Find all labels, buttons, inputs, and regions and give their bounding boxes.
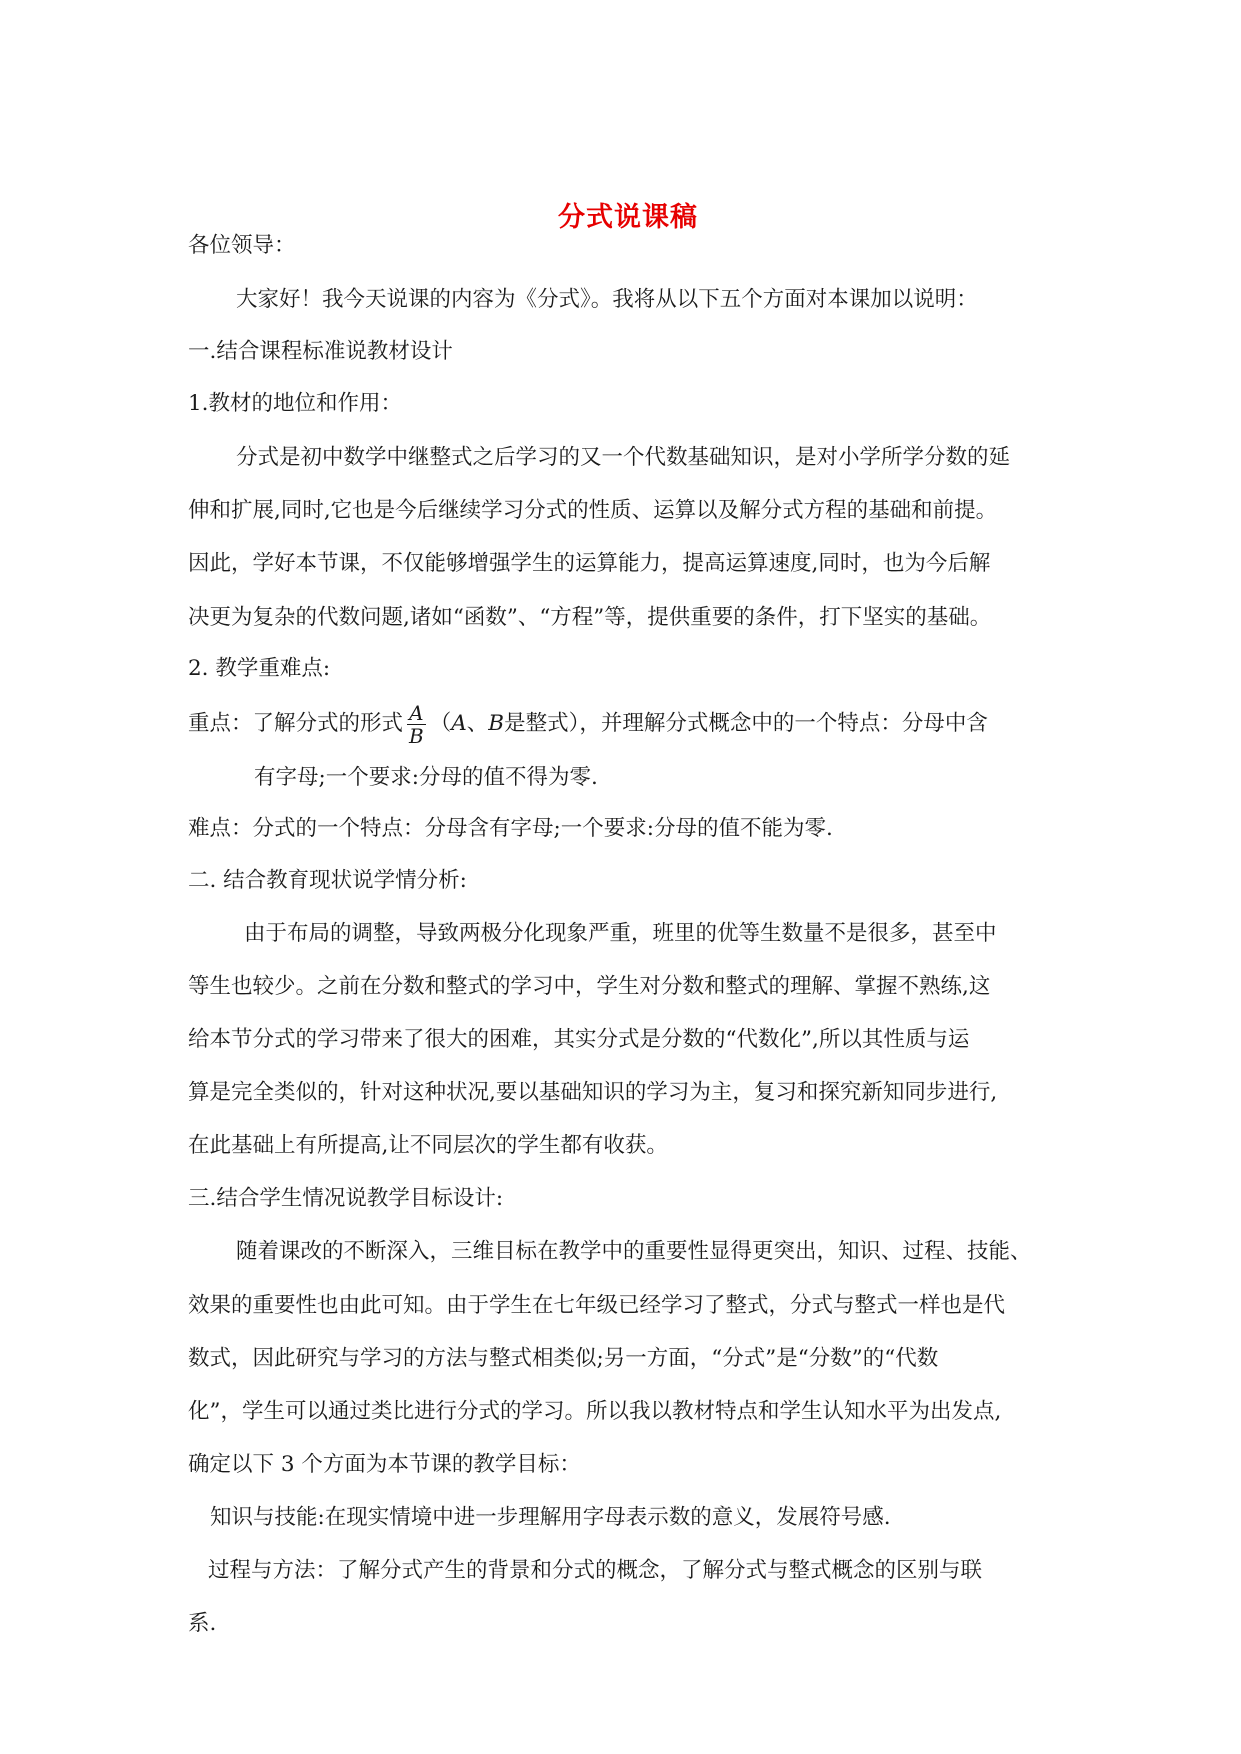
intro-paragraph: 大家好！我今天说课的内容为《分式》。我将从以下五个方面对本课加以说明： [236,287,978,312]
section-heading-2: 二. 结合教育现状说学情分析: [188,868,467,893]
paragraph-2-line-3: 给本节分式的学习带来了很大的困难，其实分式是分数的“代数化”,所以其性质与运 [188,1027,970,1052]
key-point-suffix: 是整式），并理解分式概念中的一个特点：分母中含 [504,711,988,736]
goal-process-method-line-1: 过程与方法：了解分式产生的背景和分式的概念，了解分式与整式概念的区别与联 [208,1558,983,1583]
difficulty-point: 难点：分式的一个特点：分母含有字母;一个要求:分母的值不能为零. [188,816,833,841]
variable-a: A [451,711,467,736]
paragraph-2-line-5: 在此基础上有所提高,让不同层次的学生都有收获。 [188,1133,668,1158]
key-point-prefix: 重点：了解分式的形式 [188,711,404,736]
paragraph-3-line-2: 效果的重要性也由此可知。由于学生在七年级已经学习了整式，分式与整式一样也是代 [188,1293,1006,1318]
paragraph-2-line-2: 等生也较少。之前在分数和整式的学习中，学生对分数和整式的理解、掌握不熟练,这 [188,974,991,999]
paragraph-3-line-3: 数式，因此研究与学习的方法与整式相类似;另一方面，“分式”是“分数”的“代数 [188,1346,939,1371]
paragraph-3-line-1: 随着课改的不断深入，三维目标在教学中的重要性显得更突出，知识、过程、技能、 [236,1239,1032,1264]
section-heading-3: 三.结合学生情况说教学目标设计: [188,1186,504,1211]
greeting: 各位领导： [188,233,296,258]
key-point-paren: （ [429,711,452,736]
fraction-denominator: B [409,723,424,748]
goal-knowledge-skills: 知识与技能:在现实情境中进一步理解用字母表示数的意义，发展符号感. [210,1505,891,1530]
key-point-line-1 [188,698,988,750]
paragraph-2-line-4: 算是完全类似的，针对这种状况,要以基础知识的学习为主，复习和探究新知同步进行, [188,1080,998,1105]
paragraph-2-line-1: 由于布局的调整，导致两极分化现象严重，班里的优等生数量不是很多，甚至中 [244,921,997,946]
fraction-a-over-b [407,702,426,747]
document-page [188,0,1068,1754]
page-title: 分式说课稿 [558,202,698,233]
variable-b: B [488,711,505,736]
paragraph-3-line-5: 确定以下 3 个方面为本节课的教学目标： [188,1452,581,1477]
key-point-line-2: 有字母;一个要求:分母的值不得为零. [254,765,598,790]
fraction-numerator: A [407,702,426,725]
section-heading-1: 一.结合课程标准说教材设计 [188,339,453,364]
item-heading-2: 2. 教学重难点: [188,656,331,681]
paragraph-1-line-4: 决更为复杂的代数问题,诸如“函数”、“方程”等，提供重要的条件，打下坚实的基础。 [188,605,992,630]
paragraph-1-line-1: 分式是初中数学中继整式之后学习的又一个代数基础知识，是对小学所学分数的延 [236,445,1011,470]
paragraph-1-line-3: 因此，学好本节课，不仅能够增强学生的运算能力，提高运算速度,同时，也为今后解 [188,551,991,576]
key-point-separator: 、 [466,711,489,736]
paragraph-3-line-4: 化”，学生可以通过类比进行分式的学习。所以我以教材特点和学生认知水平为出发点, [188,1399,1002,1424]
item-heading-1: 1.教材的地位和作用： [188,391,403,416]
paragraph-1-line-2: 伸和扩展,同时,它也是今后继续学习分式的性质、运算以及解分式方程的基础和前提。 [188,498,998,523]
goal-process-method-line-2: 系. [188,1611,217,1636]
